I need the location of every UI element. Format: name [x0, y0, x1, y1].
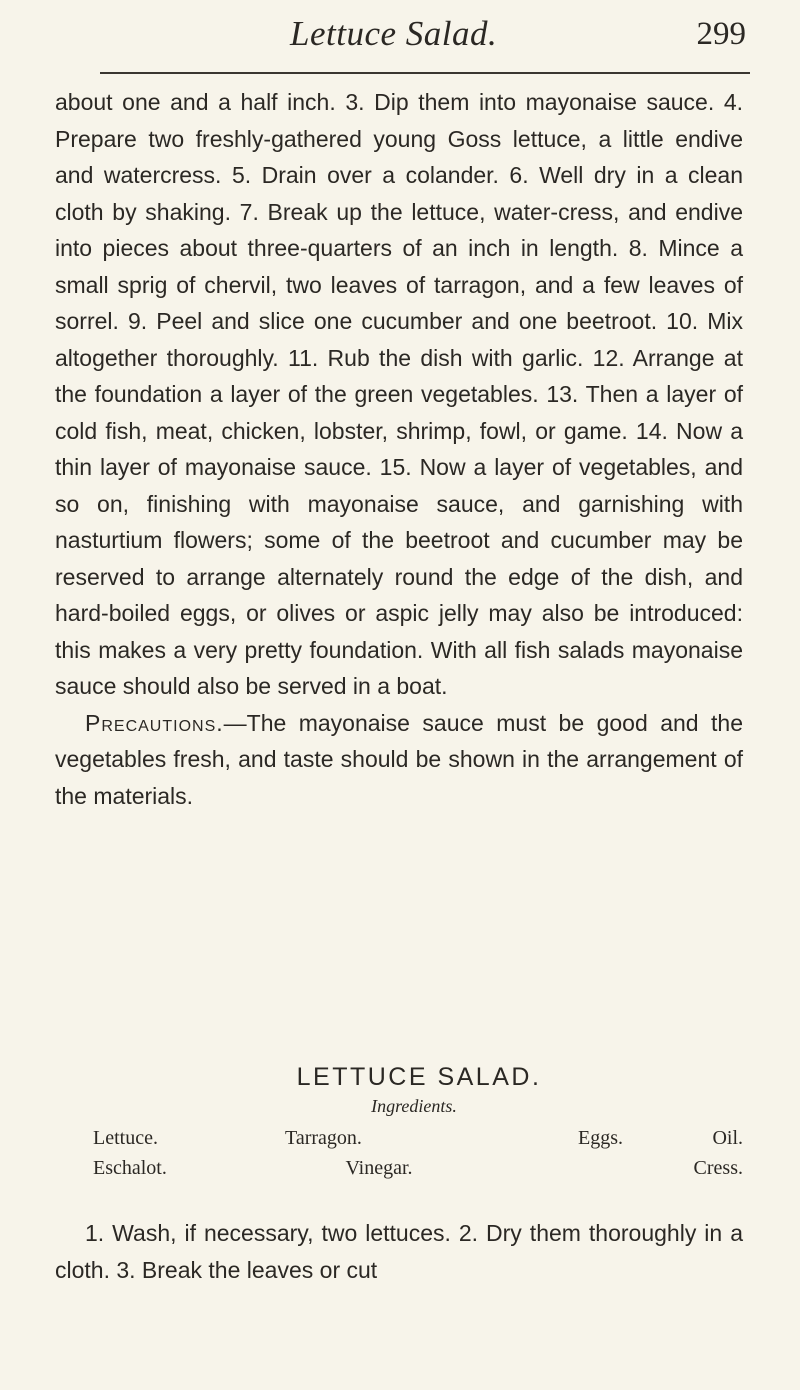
ingredient-item: Tarragon.: [285, 1127, 362, 1149]
running-title: Lettuce Salad.: [290, 14, 498, 53]
ingredient-item: Vinegar.: [345, 1157, 413, 1179]
recipe-block: [55, 1063, 743, 1183]
recipe-method-text: 1. Wash, if necessary, two lettuces. 2. Dry them thoroughly in a cloth. 3. Break the leaves or cut: [55, 1220, 743, 1283]
body-text: [55, 84, 743, 814]
ingredient-item: [473, 1153, 643, 1183]
page-number: 299: [696, 16, 746, 52]
ingredients-label: Ingredients.: [371, 1096, 457, 1116]
ingredient-item: Lettuce.: [93, 1127, 158, 1149]
precautions-label: Precautions.: [85, 709, 224, 736]
ingredient-item: Cress.: [693, 1157, 743, 1179]
ingredients-list: [93, 1123, 743, 1183]
recipe-method: [55, 1215, 743, 1288]
ingredient-item: Eschalot.: [93, 1157, 167, 1179]
precautions-text: —The mayonaise sauce must be good and the vegetables fresh, and taste should be shown in the arrangement of the materials.: [55, 709, 743, 809]
running-head: [100, 14, 750, 58]
ingredient-item: Oil.: [712, 1127, 743, 1149]
header-rule: [100, 72, 750, 74]
recipe-title: LETTUCE SALAD.: [296, 1063, 542, 1091]
precautions-paragraph: [55, 705, 743, 815]
ingredient-item: Eggs.: [578, 1127, 623, 1149]
method-paragraph: about one and a half inch. 3. Dip them into mayonaise sauce. 4. Prepare two freshly-gathered young Goss lettuce, a little endive and watercress. 5. Drain over a colander. 6. Well dry in a clean cloth by shaking. 7. Break up the lettuce, water-cress, and endive into pieces about three-quarters of an inch in length. 8. Mince a small sprig of chervil, two leaves of tarragon, and a few leaves of sorrel. 9. Peel and slice one cucumber and one beetroot. 10. Mix altogether thoroughly. 11. Rub the dish with garlic. 12. Arrange at the foundation a layer of the green vegetables. 13. Then a layer of cold fish, meat, chicken, lobster, shrimp, fowl, or game. 14. Now a thin layer of mayonaise sauce. 15. Now a layer of vegetables, and so on, finishing with mayonaise sauce, and garnishing with nasturtium flowers; some of the beetroot and cucumber may be reserved to arrange alternately round the edge of the dish, and hard-boiled eggs, or olives or aspic jelly may also be introduced: this makes a very pretty foundation. With all fish salads mayonaise sauce should also be served in a boat.: [55, 89, 743, 699]
